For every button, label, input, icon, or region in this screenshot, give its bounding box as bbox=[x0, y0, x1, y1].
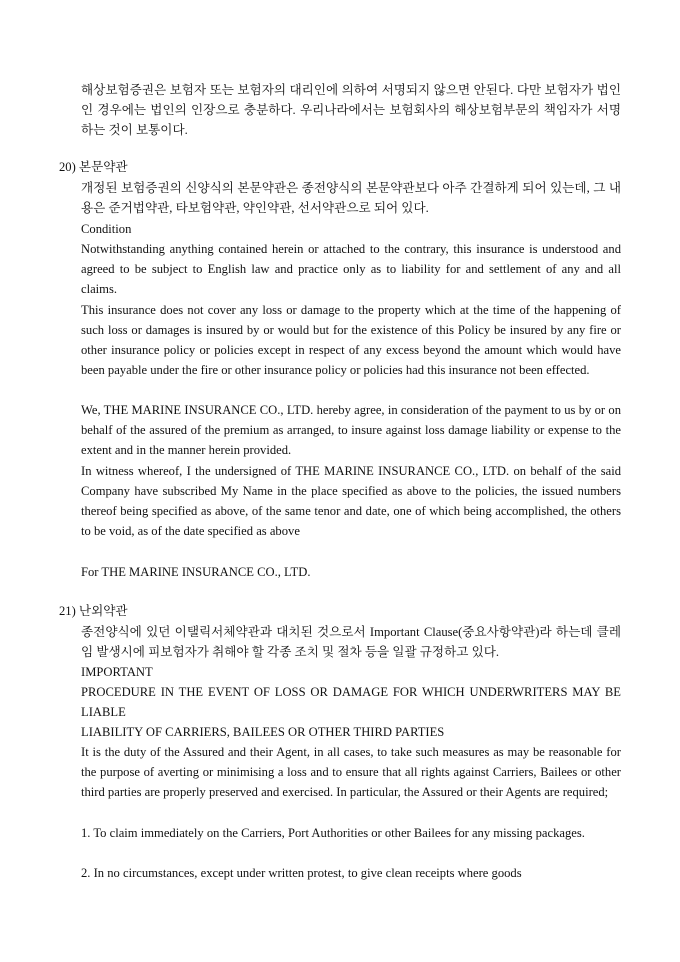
intro-paragraph: 해상보험증권은 보험자 또는 보험자의 대리인에 의하여 서명되지 않으면 안된다. 다만 보험자가 법인인 경우에는 법인의 인장으로 충분하다. 우리나라에서는 보험회사의 해상보험부문의 책임자가 서명하는 것이 보통이다. bbox=[81, 83, 621, 137]
law-practice-paragraph: Notwithstanding anything contained herein or attached to the contrary, this insurance is understood and agreed to be subject to English law and practice only as to liability for and settlement of any and all claims. bbox=[81, 242, 621, 296]
section-20-description: 개정된 보험증권의 신양식의 본문약관은 종전양식의 본문약관보다 아주 간결하게 되어 있는데, 그 내용은 준거법약관, 타보험약관, 약인약관, 선서약관으로 되어 있다. bbox=[81, 181, 621, 215]
liability-title: LIABILITY OF CARRIERS, BAILEES OR OTHER THIRD PARTIES bbox=[81, 725, 445, 739]
other-insurance-paragraph: This insurance does not cover any loss or damage to the property which at the time of the happening of such loss or damages is insured by or would but for the existence of this Policy be insured by any fire or other insurance policy or policies except in respect of any excess beyond the amount which would have been payable under the fire or other insurance policy or policies had this insurance not been effected. bbox=[81, 303, 621, 377]
section-21-description: 종전양식에 있던 이탤릭서체약관과 대치된 것으로서 Important Clause(중요사항약관)라 하는데 클레임 발생시에 피보험자가 취해야 할 각종 조치 및 절차 등을 일괄 규정하고 있다. bbox=[81, 625, 621, 659]
witness-paragraph: In witness whereof, I the undersigned of THE MARINE INSURANCE CO., LTD. on behalf of the said Company have subscribed My Name in the place specified as above to the policies, the issued numbers thereof being specified as above, of the same tenor and date, one of which being accomplished, the others to be void, as of the date specified as above bbox=[81, 464, 621, 538]
important-label: IMPORTANT bbox=[81, 665, 153, 679]
section-21-heading: 21) 난외약관 bbox=[59, 604, 128, 618]
duty-paragraph: It is the duty of the Assured and their Agent, in all cases, to take such measures as may be reasonable for the purpose of averting or minimising a loss and to ensure that all rights against Carriers, Bailees or other third parties are properly preserved and exercised. In particular, the Assured or their Agents are required; bbox=[81, 745, 621, 799]
list-item: 1. To claim immediately on the Carriers, Port Authorities or other Bailees for any missing packages. bbox=[81, 826, 585, 840]
section-20-heading: 20) 본문약관 bbox=[59, 160, 128, 174]
list-item: 2. In no circumstances, except under written protest, to give clean receipts where goods bbox=[81, 866, 522, 880]
signature-line: For THE MARINE INSURANCE CO., LTD. bbox=[81, 565, 311, 579]
condition-label: Condition bbox=[81, 222, 132, 236]
procedure-title: PROCEDURE IN THE EVENT OF LOSS OR DAMAGE FOR WHICH UNDERWRITERS MAY BE LIABLE bbox=[81, 685, 621, 719]
consideration-paragraph: We, THE MARINE INSURANCE CO., LTD. hereby agree, in consideration of the payment to us by or on behalf of the assured of the premium as arranged, to insure against loss damage liability or expense to the extent and in the manner herein provided. bbox=[81, 403, 621, 457]
